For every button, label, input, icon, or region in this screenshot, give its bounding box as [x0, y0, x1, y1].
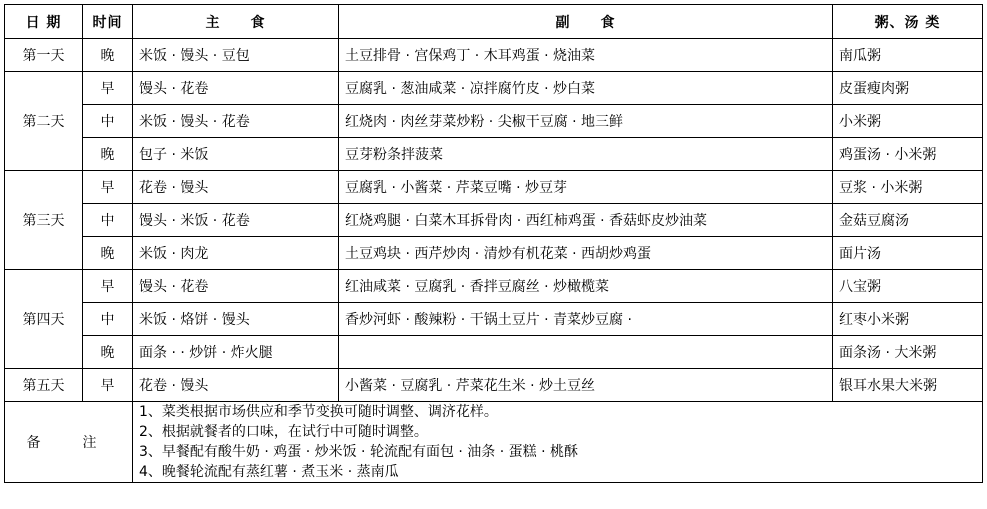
- soup-cell: 八宝粥: [833, 270, 983, 303]
- soup-cell: 豆浆 · 小米粥: [833, 171, 983, 204]
- table-row: [5, 39, 983, 72]
- time-cell: 晚: [83, 138, 133, 171]
- table-row: [5, 204, 983, 237]
- side-cell: 土豆排骨 · 宫保鸡丁 · 木耳鸡蛋 · 烧油菜: [339, 39, 833, 72]
- side-cell: 小酱菜 · 豆腐乳 · 芹菜花生米 · 炒土豆丝: [339, 369, 833, 402]
- day-cell: 第四天: [5, 270, 83, 369]
- header-row: [5, 5, 983, 39]
- day-cell: 第三天: [5, 171, 83, 270]
- staple-cell: 花卷 · 馒头: [133, 171, 339, 204]
- side-cell: 豆芽粉条拌菠菜: [339, 138, 833, 171]
- staple-cell: 米饭 · 馒头 · 豆包: [133, 39, 339, 72]
- time-cell: 早: [83, 72, 133, 105]
- table-row: [5, 171, 983, 204]
- notes-row: [5, 402, 983, 483]
- note-line: 3、早餐配有酸牛奶 · 鸡蛋 · 炒米饭 · 轮流配有面包 · 油条 · 蛋糕 · 桃酥: [139, 444, 579, 460]
- staple-cell: 米饭 · 肉龙: [133, 237, 339, 270]
- soup-cell: 面条汤 · 大米粥: [833, 336, 983, 369]
- staple-cell: 米饭 · 馒头 · 花卷: [133, 105, 339, 138]
- header-time: 时间: [83, 5, 133, 39]
- note-line: 4、晚餐轮流配有蒸红薯 · 煮玉米 · 蒸南瓜: [139, 464, 399, 480]
- menu-table: [4, 4, 983, 483]
- notes-title: 备 注: [5, 402, 133, 483]
- staple-cell: 馒头 · 米饭 · 花卷: [133, 204, 339, 237]
- table-row: [5, 105, 983, 138]
- header-date: 日 期: [5, 5, 83, 39]
- header-staple: 主 食: [133, 5, 339, 39]
- soup-cell: 银耳水果大米粥: [833, 369, 983, 402]
- side-cell: [339, 336, 833, 369]
- staple-cell: 包子 · 米饭: [133, 138, 339, 171]
- time-cell: 早: [83, 171, 133, 204]
- staple-cell: 米饭 · 烙饼 · 馒头: [133, 303, 339, 336]
- time-cell: 晚: [83, 336, 133, 369]
- soup-cell: 南瓜粥: [833, 39, 983, 72]
- time-cell: 中: [83, 303, 133, 336]
- time-cell: 早: [83, 369, 133, 402]
- staple-cell: 面条 · · 炒饼 · 炸火腿: [133, 336, 339, 369]
- day-cell: 第五天: [5, 369, 83, 402]
- time-cell: 中: [83, 105, 133, 138]
- day-cell: 第一天: [5, 39, 83, 72]
- time-cell: 晚: [83, 237, 133, 270]
- table-row: [5, 72, 983, 105]
- time-cell: 早: [83, 270, 133, 303]
- table-row: [5, 369, 983, 402]
- table-row: [5, 237, 983, 270]
- time-cell: 中: [83, 204, 133, 237]
- soup-cell: 红枣小米粥: [833, 303, 983, 336]
- time-cell: 晚: [83, 39, 133, 72]
- table-row: [5, 138, 983, 171]
- soup-cell: 面片汤: [833, 237, 983, 270]
- table-row: [5, 336, 983, 369]
- staple-cell: 馒头 · 花卷: [133, 270, 339, 303]
- table-row: [5, 303, 983, 336]
- side-cell: 香炒河虾 · 酸辣粉 · 干锅土豆片 · 青菜炒豆腐 ·: [339, 303, 833, 336]
- header-side: 副 食: [339, 5, 833, 39]
- soup-cell: 皮蛋瘦肉粥: [833, 72, 983, 105]
- side-cell: 土豆鸡块 · 西芹炒肉 · 清炒有机花菜 · 西胡炒鸡蛋: [339, 237, 833, 270]
- table-row: [5, 270, 983, 303]
- notes-content: [133, 402, 983, 483]
- side-cell: 豆腐乳 · 葱油咸菜 · 凉拌腐竹皮 · 炒白菜: [339, 72, 833, 105]
- header-soup: 粥、汤 类: [833, 5, 983, 39]
- soup-cell: 小米粥: [833, 105, 983, 138]
- note-line: 1、菜类根据市场供应和季节变换可随时调整、调济花样。: [139, 404, 498, 420]
- side-cell: 红烧肉 · 肉丝芽菜炒粉 · 尖椒干豆腐 · 地三鲜: [339, 105, 833, 138]
- day-cell: 第二天: [5, 72, 83, 171]
- staple-cell: 馒头 · 花卷: [133, 72, 339, 105]
- soup-cell: 金菇豆腐汤: [833, 204, 983, 237]
- menu-body: [5, 39, 983, 402]
- side-cell: 红烧鸡腿 · 白菜木耳拆骨肉 · 西红柿鸡蛋 · 香菇虾皮炒油菜: [339, 204, 833, 237]
- note-line: 2、根据就餐者的口味，在试行中可随时调整。: [139, 424, 428, 440]
- soup-cell: 鸡蛋汤 · 小米粥: [833, 138, 983, 171]
- side-cell: 红油咸菜 · 豆腐乳 · 香拌豆腐丝 · 炒橄榄菜: [339, 270, 833, 303]
- side-cell: 豆腐乳 · 小酱菜 · 芹菜豆嘴 · 炒豆芽: [339, 171, 833, 204]
- staple-cell: 花卷 · 馒头: [133, 369, 339, 402]
